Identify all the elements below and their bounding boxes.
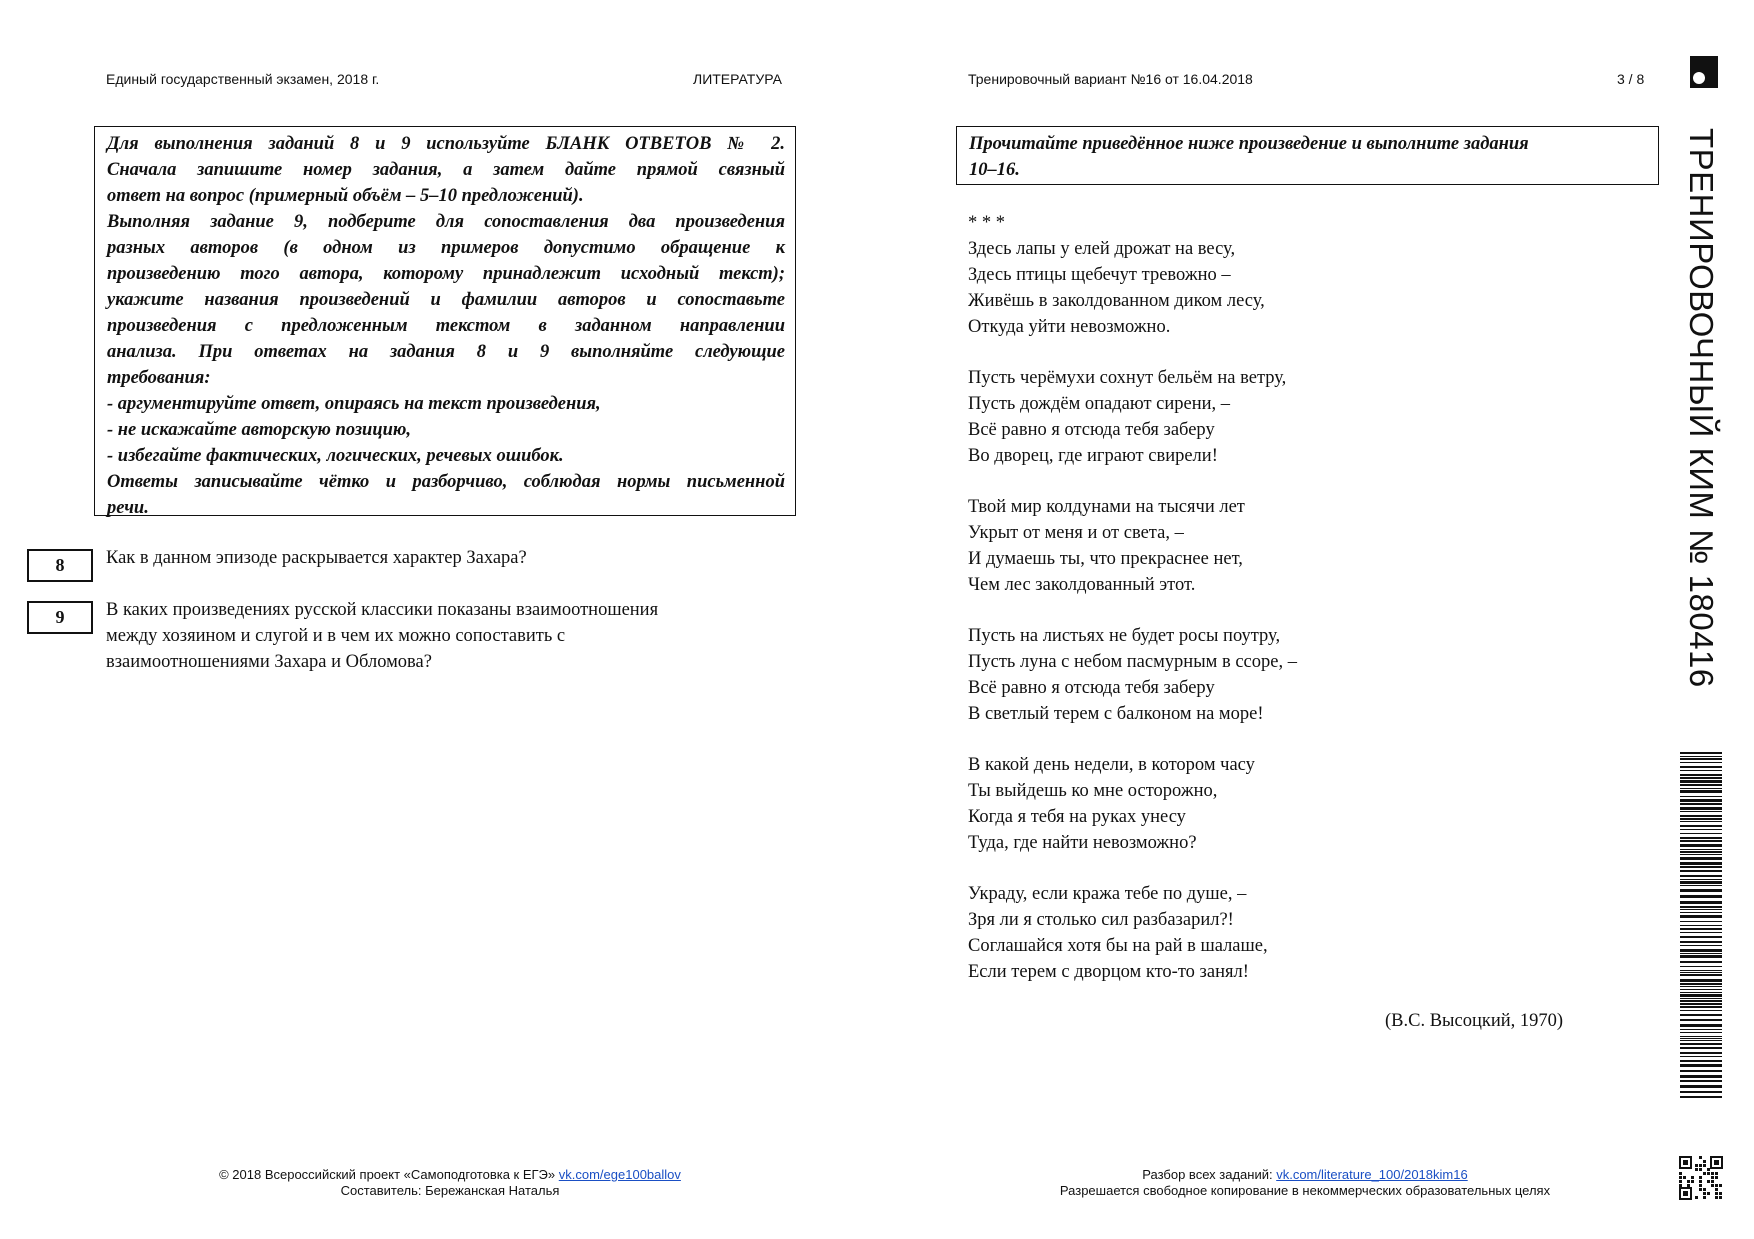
task-9-question [106, 597, 658, 675]
exam-title: Единый государственный экзамен, 2018 г. [106, 71, 380, 87]
instruction-line: произведению того автора, которому принадлежит исходный текст); [107, 264, 785, 284]
prompt-line: 10–16. [969, 160, 1020, 180]
poem-stanza [968, 623, 1297, 727]
poem-stanza [968, 236, 1297, 340]
poem-line: Твой мир колдунами на тысячи лет [968, 497, 1245, 517]
poem-line: В светлый терем с балконом на море! [968, 704, 1264, 724]
poem-line: Украду, если кража тебе по душе, – [968, 884, 1247, 904]
instruction-line: Ответы записывайте чётко и разборчиво, соблюдая нормы письменной [107, 472, 785, 492]
subject-title: ЛИТЕРАТУРА [693, 71, 782, 87]
poem-line: В какой день недели, в котором часу [968, 755, 1255, 775]
copyright-text: © 2018 Всероссийский проект «Самоподготовка к ЕГЭ» [219, 1167, 556, 1182]
instruction-line: произведения с предложенным текстом в заданном направлении [107, 316, 785, 336]
task-8-question [106, 545, 527, 571]
poem-stanza [968, 494, 1297, 598]
poem-line: Пусть дождём опадают сирени, – [968, 394, 1231, 414]
poem-line: Пусть черёмухи сохнут бельём на ветру, [968, 368, 1287, 388]
analysis-label: Разбор всех заданий: [1142, 1167, 1273, 1182]
prompt-line: Прочитайте приведённое ниже произведение и выполните задания [969, 134, 1529, 154]
variant-label: Тренировочный вариант №16 от 16.04.2018 [968, 71, 1253, 87]
compiler-text: Составитель: Бережанская Наталья [340, 1183, 560, 1198]
poem-line: Когда я тебя на руках унесу [968, 807, 1186, 827]
footer-right [990, 1167, 1620, 1199]
task-number-8: 8 [27, 549, 93, 582]
task-line: Как в данном эпизоде раскрывается характер Захара? [106, 548, 527, 568]
instructions-box [94, 126, 796, 516]
copying-note: Разрешается свободное копирование в некоммерческих образовательных целях [1059, 1183, 1551, 1198]
task-line: взаимоотношениями Захара и Обломова? [106, 652, 432, 672]
poem-author: (В.С. Высоцкий, 1970) [1385, 1011, 1564, 1031]
poem-marker: * * * [968, 213, 1005, 233]
reading-prompt-box [956, 126, 1659, 185]
instruction-line: - не искажайте авторскую позицию, [107, 420, 412, 440]
task-line: В каких произведениях русской классики показаны взаимоотношения [106, 600, 659, 620]
poem-line: Живёшь в заколдованном диком лесу, [968, 291, 1265, 311]
poem-line: И думаешь ты, что прекраснее нет, [968, 549, 1243, 569]
instruction-line: Для выполнения заданий 8 и 9 используйте БЛАНК ОТВЕТОВ № 2. [107, 134, 785, 154]
instruction-line: Выполняя задание 9, подберите для сопоставления два произведения [107, 212, 785, 232]
poem-line: Откуда уйти невозможно. [968, 317, 1171, 337]
instruction-line: Сначала запишите номер задания, а затем дайте прямой связный [107, 160, 785, 180]
poem-line: Соглашайся хотя бы на рай в шалаше, [968, 936, 1268, 956]
poem-stanza [968, 365, 1297, 469]
instruction-line: разных авторов (в одном из примеров допустимо обращение к [107, 238, 785, 258]
poem-stanza [968, 752, 1297, 856]
analysis-link[interactable]: vk.com/literature_100/2018kim16 [1276, 1167, 1468, 1182]
poem-line: Зря ли я столько сил разбазарил?! [968, 910, 1234, 930]
qr-code [1678, 1155, 1724, 1201]
poem [968, 210, 1297, 1010]
instruction-line: требования: [107, 368, 211, 388]
instruction-line: укажите названия произведений и фамилии авторов и сопоставьте [107, 290, 785, 310]
poem-line: Туда, где найти невозможно? [968, 833, 1197, 853]
poem-stanza [968, 881, 1297, 985]
instruction-line: речи. [107, 498, 149, 518]
poem-line: Ты выйдешь ко мне осторожно, [968, 781, 1218, 801]
instruction-line: ответ на вопрос (примерный объём – 5–10 предложений). [107, 186, 584, 206]
barcode [1680, 752, 1722, 1102]
poem-line: Если терем с дворцом кто-то занял! [968, 962, 1249, 982]
poem-line: Пусть на листьях не будет росы поутру, [968, 626, 1281, 646]
vertical-kim-title: ТРЕНИРОВОЧНЫЙ КИМ № 180416 [1683, 128, 1720, 688]
task-line: между хозяином и слугой и в чем их можно сопоставить с [106, 626, 566, 646]
poem-line: Пусть луна с небом пасмурным в ссоре, – [968, 652, 1297, 672]
footer-left [150, 1167, 750, 1199]
poem-line: Укрыт от меня и от света, – [968, 523, 1184, 543]
poem-line: Всё равно я отсюда тебя заберу [968, 420, 1215, 440]
instruction-line: анализа. При ответах на задания 8 и 9 выполняйте следующие [107, 342, 785, 362]
vk-project-link[interactable]: vk.com/ege100ballov [558, 1167, 681, 1182]
instruction-line: - избегайте фактических, логических, речевых ошибок. [107, 446, 564, 466]
page-number: 3 / 8 [1617, 71, 1645, 87]
task-number-9: 9 [27, 601, 93, 634]
poem-line: Всё равно я отсюда тебя заберу [968, 678, 1215, 698]
corner-marker [1690, 56, 1718, 88]
poem-line: Во дворец, где играют свирели! [968, 446, 1218, 466]
poem-line: Здесь лапы у елей дрожат на весу, [968, 239, 1236, 259]
poem-line: Здесь птицы щебечут тревожно – [968, 265, 1231, 285]
instruction-line: - аргументируйте ответ, опираясь на текст произведения, [107, 394, 601, 414]
poem-line: Чем лес заколдованный этот. [968, 575, 1196, 595]
